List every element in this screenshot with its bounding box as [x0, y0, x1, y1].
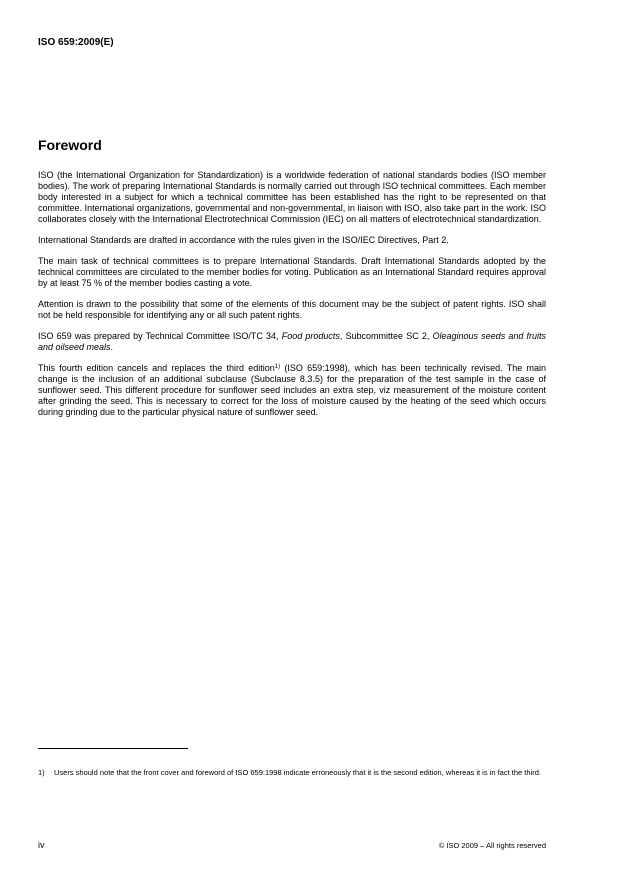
prepared-by-text-3: .	[110, 342, 114, 352]
footnote-reference: 1)	[274, 364, 281, 370]
prepared-by-text-1: ISO 659 was prepared by Technical Committee ISO/TC 34,	[38, 331, 282, 341]
copyright-notice: © ISO 2009 – All rights reserved	[438, 841, 546, 850]
paragraph-prepared-by	[38, 331, 546, 353]
subcommittee-name-italic: Oleaginous seeds and fruits and oilseed meals	[38, 331, 546, 352]
committee-name-italic: Food products	[281, 331, 340, 341]
paragraph-patent-rights: Attention is drawn to the possibility that some of the elements of this document may be the subject of patent rights. ISO shall not be held responsible for identifying any or all such patent rights.	[38, 299, 546, 320]
page-number: iv	[38, 840, 45, 850]
document-id-header: ISO 659:2009(E)	[38, 37, 114, 48]
footnote-text: Users should note that the front cover and foreword of ISO 659:1998 indicate erroneously that it is the second edition, whereas it is in fact the third.	[54, 768, 541, 777]
prepared-by-text-2: , Subcommittee SC 2,	[339, 331, 433, 341]
edition-text-2: (ISO 659:1998), which has been technically revised. The main change is the inclusion of an additional subclause (Subclause 8.3.5) for the preparation of the test sample in the case of sunflower seed. This different procedure for sunflower seed includes an extra step, viz measurement of the moisture content after grinding the seed. This is necessary to correct for the loss of moisture caused by the heating of the seed which occurs during grinding due to the particular physical nature of sunflower seed.	[38, 363, 546, 417]
paragraph-iso-intro: ISO (the International Organization for Standardization) is a worldwide federation of national standards bodies (ISO member bodies). The work of preparing International Standards is normally carried out through ISO technical committees. Each member body interested in a subject for which a technical committee has been established has the right to be represented on that committee. International organizations, governmental and non-governmental, in liaison with ISO, also take part in the work. ISO collaborates closely with the International Electrotechnical Commission (IEC) on all matters of electrotechnical standardization.	[38, 170, 546, 224]
paragraph-committee-task: The main task of technical committees is to prepare International Standards. Draft International Standards adopted by the technical committees are circulated to the member bodies for voting. Publication as an International Standard requires approval by at least 75 % of the member bodies casting a vote.	[38, 256, 546, 288]
foreword-heading: Foreword	[38, 137, 102, 153]
footnote	[38, 768, 546, 778]
paragraph-edition-revision	[38, 363, 546, 418]
footnote-marker: 1)	[38, 768, 45, 777]
foreword-body	[38, 170, 546, 428]
footnote-separator	[38, 748, 188, 749]
edition-text-1: This fourth edition cancels and replaces the third edition	[38, 363, 275, 373]
paragraph-directives: International Standards are drafted in accordance with the rules given in the ISO/IEC Directives, Part 2.	[38, 235, 449, 245]
